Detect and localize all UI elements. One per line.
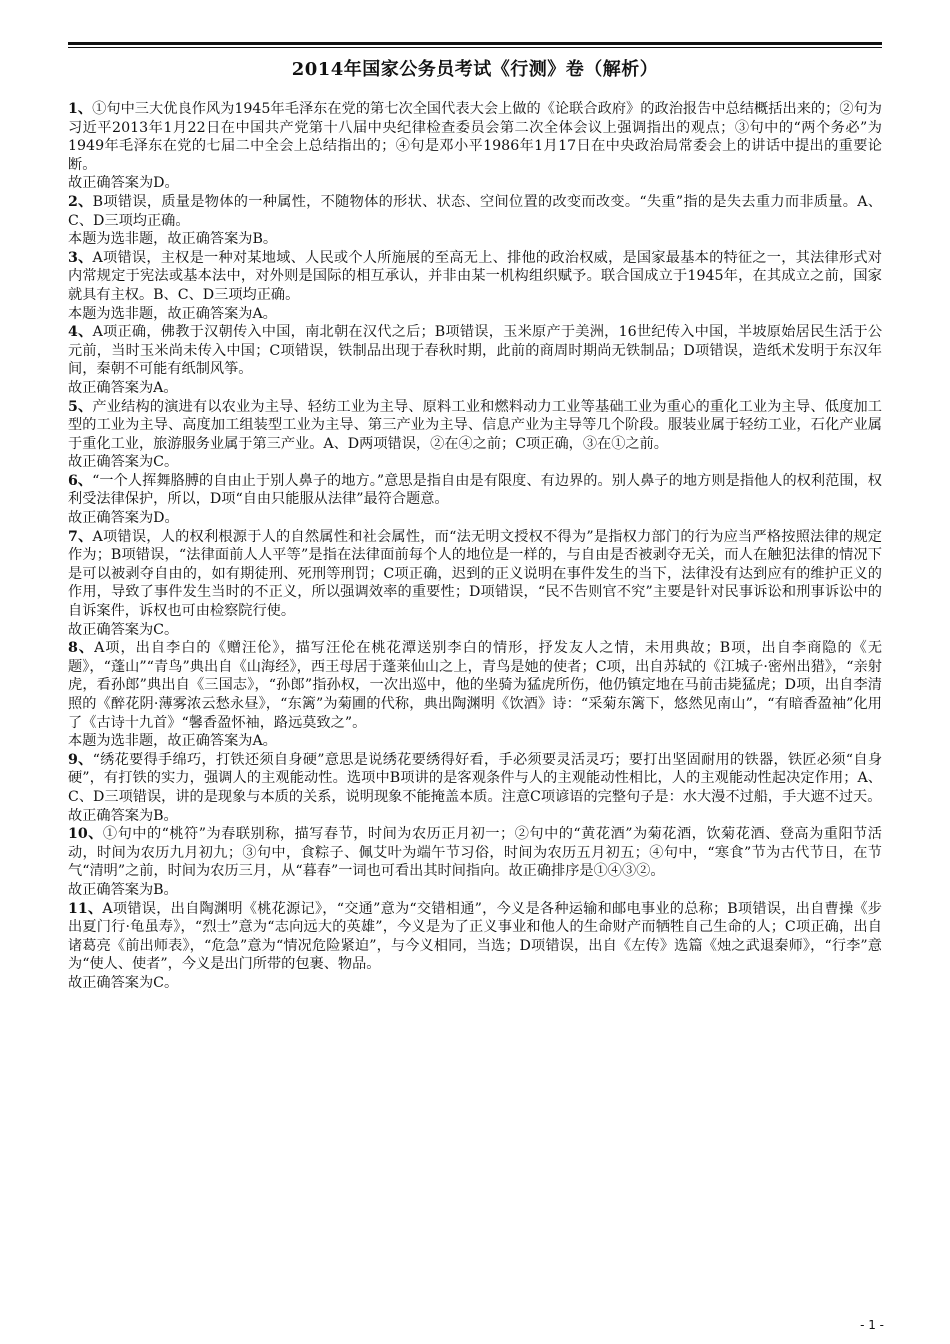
item-text: “一个人挥舞胳膊的自由止于别人鼻子的地方。”意思是指自由是有限度、有边界的。别人鼻子的地方则是指他人的权利范围，权利受法律保护，所以，D项“自由只能服从法律”最符合题意。 — [68, 472, 882, 508]
item-number: 10、 — [68, 826, 103, 843]
item-number: 6、 — [68, 472, 93, 489]
item-answer: 本题为选非题，故正确答案为A。 — [68, 305, 277, 322]
item-text: B项错误，质量是物体的一种属性，不随物体的形状、状态、空间位置的改变而改变。“失重”指的是失去重力而非质量。A、C、D三项均正确。 — [68, 193, 882, 229]
item-answer: 故正确答案为C。 — [68, 974, 179, 991]
item-answer: 故正确答案为C。 — [68, 621, 179, 638]
list-item — [68, 900, 882, 993]
page-number: - 1 - — [860, 1318, 884, 1332]
list-item — [68, 398, 882, 472]
item-explanation — [68, 825, 882, 881]
item-answer: 故正确答案为D。 — [68, 175, 179, 192]
item-text: A项正确，佛教于汉朝传入中国，南北朝在汉代之后；B项错误，玉米原产于美洲，16世纪传入中国，半坡原始居民生活于公元前，当时玉米尚未传入中国；C项错误，铁制品出现于春秋时期，此前的商周时期尚无铁制品；D项错误，造纸术发明于东汉年间，秦朝不可能有纸制风筝。 — [68, 324, 883, 378]
item-explanation — [68, 193, 882, 230]
item-explanation — [68, 249, 882, 305]
item-answer: 本题为选非题，故正确答案为A。 — [68, 733, 277, 750]
item-text: ①句中三大优良作风为1945年毛泽东在党的第七次全国代表大会上做的《论联合政府》的政治报告中总结概括出来的；②句为习近平2013年1月22日在中国共产党第十八届中央纪律检查委员会第二次全体会议上强调指出的观点；③句中的“两个务必”为1949年毛泽东在党的七届二中全会上总结指出的；④句是邓小平1986年1月17日在中央政治局常委会上的讲话中提出的重要论断。 — [68, 101, 882, 173]
item-text: 产业结构的演进有以农业为主导、轻纺工业为主导、原料工业和燃料动力工业等基础工业为重心的重化工业为主导、低度加工型的工业为主导、高度加工组装型工业为主导、第三产业为主导、信息产业为主导等几个阶段。服装业属于轻纺工业，石化产业属于重化工业，旅游服务业属于第三产业。A、D两项错误，②在④之前；C项正确，③在①之前。 — [68, 398, 882, 452]
item-answer: 故正确答案为A。 — [68, 379, 178, 396]
item-number: 2、 — [68, 193, 93, 210]
item-answer: 故正确答案为C。 — [68, 454, 179, 471]
item-answer: 本题为选非题，故正确答案为B。 — [68, 231, 278, 248]
item-answer: 故正确答案为B。 — [68, 881, 178, 898]
item-explanation — [68, 323, 882, 379]
list-item — [68, 323, 882, 397]
item-text: A项错误，人的权利根源于人的自然属性和社会属性，而“法无明文授权不得为”是指权力部门的行为应当严格按照法律的规定作为；B项错误，“法律面前人人平等”是指在法律面前每个人的地位是一样的，与自由是否被剥夺无关，而人在触犯法律的情况下是可以被剥夺自由的，如有期徒刑、死刑等刑罚；C项正确，迟到的正义说明在事件发生的当下，法律没有达到应有的维护正义的作用，导致了事件发生当时的不正义，所以强调效率的重要性；D项错误，“民不告则官不究”主要是针对民事诉讼和刑事诉讼中的自诉案件，诉权也可由检察院行使。 — [68, 528, 882, 620]
list-item — [68, 639, 882, 751]
item-number: 7、 — [68, 528, 93, 545]
page-title: 2014年国家公务员考试《行测》卷（解析） — [291, 59, 659, 80]
item-number: 8、 — [68, 640, 95, 657]
list-item — [68, 528, 882, 640]
item-number: 3、 — [68, 249, 93, 266]
list-item — [68, 100, 882, 193]
item-number: 9、 — [68, 751, 93, 768]
header-rule-thick — [68, 42, 882, 45]
item-answer: 故正确答案为B。 — [68, 807, 178, 824]
item-explanation — [68, 100, 882, 174]
item-explanation — [68, 639, 882, 732]
item-answer: 故正确答案为D。 — [68, 510, 179, 527]
item-explanation — [68, 472, 882, 509]
item-text: A项错误，出自陶渊明《桃花源记》，“交通”意为“交错相通”，今义是各种运输和邮电事业的总称；B项错误，出自曹操《步出夏门行·龟虽寿》，“烈士”意为“志向远大的英雄”，今义是为了正义事业和他人的生命财产而牺牲自己生命的人；C项正确，出自诸葛亮《前出师表》，“危急”意为“情况危险紧迫”，与今义相同，当选；D项错误，出自《左传》选篇《烛之武退秦师》，“行李”意为“使人、使者”，今义是出门所带的包裹、物品。 — [68, 900, 882, 973]
item-text: A项错误，主权是一种对某地域、人民或个人所施展的至高无上、排他的政治权威，是国家最基本的特征之一，其法律形式对内常规定于宪法或基本法中，对外则是国际的相互承认，并非由某一机构组织赋予。联合国成立于1945年，在其成立之前，国家就具有主权。B、C、D三项均正确。 — [68, 249, 882, 303]
item-explanation — [68, 528, 882, 621]
list-item — [68, 751, 882, 825]
answer-list — [68, 100, 882, 993]
item-text: ①句中的“桃符”为春联别称，描写春节，时间为农历正月初一；②句中的“黄花酒”为菊花酒，饮菊花酒、登高为重阳节活动，时间为农历九月初九；③句中，食粽子、佩艾叶为端午节习俗，时间为农历五月初五；④句中，“寒食”节为古代节日，在节气“清明”之前，时间为农历三月，从“暮春”一词也可看出其时间指向。故正确排序是①④③②。 — [68, 826, 882, 880]
list-item — [68, 472, 882, 528]
item-explanation — [68, 751, 882, 807]
list-item — [68, 825, 882, 899]
list-item — [68, 249, 882, 323]
list-item — [68, 193, 882, 249]
item-number: 5、 — [68, 398, 93, 415]
item-number: 1、 — [68, 101, 93, 117]
item-explanation — [68, 398, 882, 454]
item-text: “绣花要得手绵巧，打铁还须自身硬”意思是说绣花要绣得好看，手必须要灵活灵巧；要打出坚固耐用的铁器，铁匠必须“自身硬”，有打铁的实力，强调人的主观能动性。选项中B项讲的是客观条件与人的主观能动性相比，人的主观能动性起决定作用；A、C、D三项错误，讲的是现象与本质的关系，说明现象不能掩盖本质。注意C项谚语的完整句子是：水大漫不过船，手大遮不过天。 — [68, 751, 883, 805]
item-number: 4、 — [68, 324, 93, 341]
item-explanation — [68, 900, 882, 974]
item-text: A项，出自李白的《赠汪伦》，描写汪伦在桃花潭送别李白的情形，抒发友人之情，未用典故；B项，出自李商隐的《无题》，“蓬山”“青鸟”典出自《山海经》，西王母居于蓬莱仙山之上，青鸟是她的使者；C项，出自苏轼的《江城子·密州出猎》，“亲射虎，看孙郎”典出自《三国志》，“孙郎”指孙权，一次出巡中，他的坐骑为猛虎所伤，他仍镇定地在马前击毙猛虎；D项，出自李清照的《醉花阴·薄雾浓云愁永昼》，“东篱”为菊圃的代称，典出陶渊明《饮酒》诗：“采菊东篱下，悠然见南山”，“有暗香盈袖”化用了《古诗十九首》“馨香盈怀袖，路远莫致之”。 — [68, 640, 883, 731]
item-number: 11、 — [68, 900, 103, 917]
header-rule-thin — [68, 47, 882, 48]
